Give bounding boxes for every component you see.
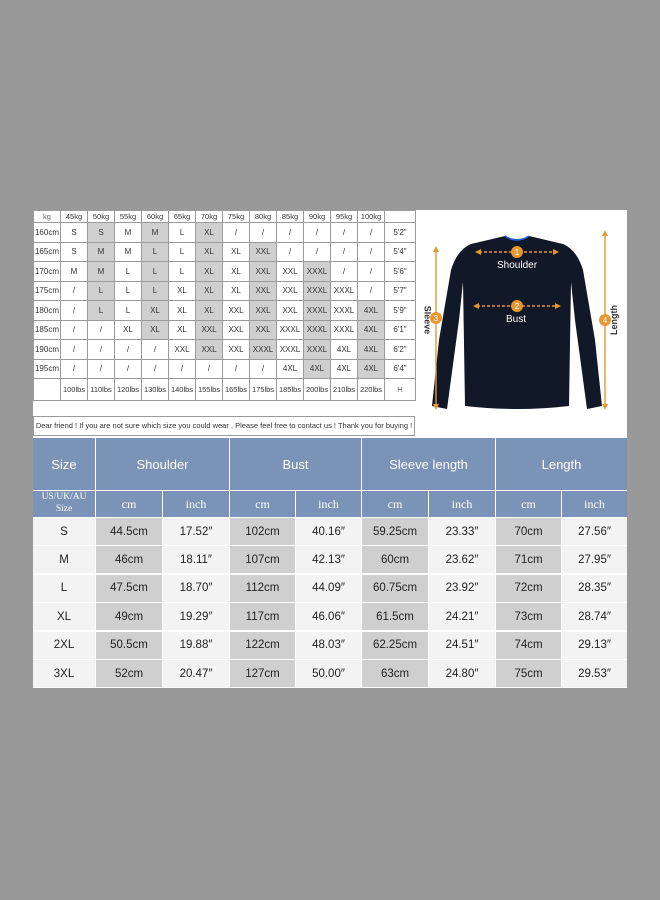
grid-size-cell: / — [169, 359, 196, 379]
grid-size-cell: XXXL — [331, 301, 358, 321]
grid-row — [34, 301, 416, 321]
grid-height-ft: 5'7" — [385, 281, 416, 301]
grid-size-cell: 4XL — [358, 359, 385, 379]
grid-lbs-4: 140lbs — [169, 379, 196, 401]
header-sleeve-length: Sleeve length — [362, 438, 495, 490]
grid-size-cell: L — [169, 223, 196, 243]
measurement-row — [33, 603, 627, 631]
grid-size-cell: 4XL — [331, 359, 358, 379]
sleeve-cm-unit: cm — [362, 491, 428, 517]
shoulder-inch-unit: inch — [163, 491, 229, 517]
grid-kg-8: 85kg — [277, 211, 304, 223]
cell-length-in: 29.13″ — [562, 632, 627, 659]
grid-height-ft: 6'1" — [385, 320, 416, 340]
cell-sleeve-in: 24.21″ — [429, 603, 495, 630]
grid-size-cell: L — [169, 262, 196, 282]
marker-1-text: 1 — [514, 248, 520, 257]
cell-length-cm: 70cm — [496, 518, 561, 545]
grid-size-cell: / — [115, 340, 142, 360]
cell-shoulder-cm: 47.5cm — [96, 575, 162, 602]
garment-diagram — [417, 210, 627, 436]
cell-bust-in: 48.03″ — [296, 632, 361, 659]
header-length: Length — [496, 438, 627, 490]
cell-size: 3XL — [33, 660, 95, 687]
length-label: Length — [609, 305, 619, 335]
cell-shoulder-cm: 52cm — [96, 660, 162, 687]
grid-size-cell: XXXL — [304, 262, 331, 282]
grid-height-ft: 5'2" — [385, 223, 416, 243]
grid-size-cell: L — [88, 281, 115, 301]
cell-length-cm: 72cm — [496, 575, 561, 602]
header-shoulder: Shoulder — [96, 438, 229, 490]
grid-corner-top: kg — [34, 211, 61, 223]
marker-4-text: 4 — [602, 316, 608, 325]
shoulder-label: Shoulder — [497, 260, 538, 271]
sleeve-label: Sleeve — [422, 305, 433, 335]
height-weight-grid — [33, 210, 415, 438]
grid-size-cell: 4XL — [358, 320, 385, 340]
grid-size-cell: XXXL — [304, 301, 331, 321]
grid-lbs-blank — [34, 379, 61, 401]
grid-size-cell: M — [88, 242, 115, 262]
bust-inch-unit: inch — [296, 491, 361, 517]
cell-shoulder-in: 19.29″ — [163, 603, 229, 630]
measurement-table — [33, 438, 627, 688]
grid-size-cell: / — [142, 359, 169, 379]
grid-height-cm: 190cm — [34, 340, 61, 360]
shoulder-cm-unit: cm — [96, 491, 162, 517]
grid-size-cell: S — [88, 223, 115, 243]
grid-lbs-10: 210lbs — [331, 379, 358, 401]
grid-size-cell: 4XL — [358, 301, 385, 321]
grid-size-cell: / — [331, 223, 358, 243]
cell-size: S — [33, 518, 95, 545]
cell-shoulder-in: 18.70″ — [163, 575, 229, 602]
grid-size-cell: XXL — [277, 281, 304, 301]
grid-size-cell: / — [61, 320, 88, 340]
grid-size-cell: / — [115, 359, 142, 379]
grid-size-cell: XXL — [223, 301, 250, 321]
grid-size-cell: / — [358, 242, 385, 262]
grid-size-cell: / — [142, 340, 169, 360]
grid-size-cell: XXXL — [331, 281, 358, 301]
grid-height-ft: 6'2" — [385, 340, 416, 360]
grid-size-cell: XXL — [223, 340, 250, 360]
grid-size-cell: XXXL — [277, 320, 304, 340]
cell-sleeve-cm: 63cm — [362, 660, 428, 687]
grid-row — [34, 223, 416, 243]
grid-row — [34, 359, 416, 379]
grid-footer-note: Dear friend ! If you are not sure which size you could wear , Please feel free to contact us ! Thank you for buying ! — [33, 416, 415, 436]
cell-bust-in: 40.16″ — [296, 518, 361, 545]
grid-size-cell: XXL — [250, 301, 277, 321]
bust-label: Bust — [506, 314, 527, 325]
grid-size-cell: / — [88, 359, 115, 379]
grid-corner-bottom: H — [385, 379, 416, 401]
grid-size-cell: / — [250, 359, 277, 379]
size-subheader: US/UK/AU Size — [33, 491, 95, 517]
cell-length-in: 27.95″ — [562, 546, 627, 573]
cell-bust-in: 42.13″ — [296, 546, 361, 573]
grid-height-cm: 175cm — [34, 281, 61, 301]
grid-size-cell: XXXL — [277, 340, 304, 360]
cell-bust-cm: 127cm — [230, 660, 295, 687]
header-size: Size — [33, 438, 95, 490]
grid-lbs-3: 130lbs — [142, 379, 169, 401]
grid-size-cell: XXL — [223, 320, 250, 340]
cell-length-in: 29.53″ — [562, 660, 627, 687]
grid-size-cell: XL — [142, 320, 169, 340]
grid-kg-10: 95kg — [331, 211, 358, 223]
grid-size-cell: M — [115, 242, 142, 262]
grid-size-cell: / — [88, 320, 115, 340]
grid-size-cell: XL — [169, 301, 196, 321]
grid-size-cell: M — [115, 223, 142, 243]
grid-kg-11: 100kg — [358, 211, 385, 223]
cell-length-cm: 71cm — [496, 546, 561, 573]
grid-size-cell: XXL — [250, 281, 277, 301]
cell-sleeve-cm: 62.25cm — [362, 632, 428, 659]
grid-height-cm: 195cm — [34, 359, 61, 379]
grid-size-cell: 4XL — [304, 359, 331, 379]
cell-sleeve-in: 23.92″ — [429, 575, 495, 602]
sleeve-inch-unit: inch — [429, 491, 495, 517]
grid-lbs-2: 120lbs — [115, 379, 142, 401]
grid-size-cell: / — [250, 223, 277, 243]
cell-size: M — [33, 546, 95, 573]
bust-cm-unit: cm — [230, 491, 295, 517]
grid-size-cell: / — [61, 359, 88, 379]
measurement-row — [33, 546, 627, 574]
grid-lbs-7: 175lbs — [250, 379, 277, 401]
grid-kg-7: 80kg — [250, 211, 277, 223]
length-arrow-top-head — [602, 230, 608, 236]
cell-shoulder-in: 19.88″ — [163, 632, 229, 659]
marker-3-text: 3 — [433, 314, 439, 323]
grid-size-cell: / — [61, 340, 88, 360]
grid-size-cell: L — [115, 301, 142, 321]
grid-row — [34, 320, 416, 340]
cell-sleeve-cm: 60.75cm — [362, 575, 428, 602]
grid-size-cell: XL — [196, 223, 223, 243]
grid-size-cell: XL — [223, 281, 250, 301]
cell-length-in: 28.35″ — [562, 575, 627, 602]
length-inch-unit: inch — [562, 491, 627, 517]
grid-size-cell: / — [61, 281, 88, 301]
grid-lbs-9: 200lbs — [304, 379, 331, 401]
grid-kg-blank — [385, 211, 416, 223]
grid-size-cell: XL — [115, 320, 142, 340]
grid-size-cell: / — [196, 359, 223, 379]
grid-kg-1: 50kg — [88, 211, 115, 223]
grid-size-cell: M — [88, 262, 115, 282]
cell-size: L — [33, 575, 95, 602]
size-grid-table — [33, 210, 416, 401]
grid-size-cell: XL — [169, 320, 196, 340]
grid-size-cell: L — [142, 262, 169, 282]
cell-sleeve-in: 24.51″ — [429, 632, 495, 659]
cell-bust-in: 44.09″ — [296, 575, 361, 602]
grid-size-cell: / — [358, 262, 385, 282]
cell-size: 2XL — [33, 632, 95, 659]
cell-length-in: 27.56″ — [562, 518, 627, 545]
grid-size-cell: XXXL — [304, 320, 331, 340]
cell-sleeve-cm: 59.25cm — [362, 518, 428, 545]
grid-size-cell: XL — [223, 262, 250, 282]
grid-height-cm: 170cm — [34, 262, 61, 282]
length-cm-unit: cm — [496, 491, 561, 517]
grid-size-cell: S — [61, 223, 88, 243]
length-arrow-bottom-head — [602, 404, 608, 410]
grid-size-cell: XL — [223, 242, 250, 262]
grid-size-cell: L — [169, 242, 196, 262]
grid-lbs-0: 100lbs — [61, 379, 88, 401]
cell-shoulder-in: 20.47″ — [163, 660, 229, 687]
grid-size-cell: / — [304, 223, 331, 243]
grid-size-cell: XXL — [250, 242, 277, 262]
grid-height-cm: 160cm — [34, 223, 61, 243]
grid-size-cell: L — [115, 262, 142, 282]
grid-size-cell: XL — [196, 262, 223, 282]
measurement-row — [33, 518, 627, 546]
measurement-row — [33, 632, 627, 660]
grid-size-cell: XL — [196, 281, 223, 301]
cell-shoulder-cm: 49cm — [96, 603, 162, 630]
grid-size-cell: XL — [169, 281, 196, 301]
grid-row — [34, 242, 416, 262]
grid-size-cell: / — [88, 340, 115, 360]
cell-shoulder-in: 18.11″ — [163, 546, 229, 573]
grid-height-cm: 185cm — [34, 320, 61, 340]
grid-size-cell: M — [142, 223, 169, 243]
cell-bust-in: 46.06″ — [296, 603, 361, 630]
cell-bust-cm: 122cm — [230, 632, 295, 659]
grid-kg-2: 55kg — [115, 211, 142, 223]
grid-size-cell: S — [61, 242, 88, 262]
grid-size-cell: M — [61, 262, 88, 282]
grid-size-cell: 4XL — [358, 340, 385, 360]
grid-size-cell: XXXL — [304, 340, 331, 360]
cell-sleeve-in: 23.62″ — [429, 546, 495, 573]
grid-size-cell: XXXL — [250, 340, 277, 360]
grid-size-cell: XXXL — [304, 281, 331, 301]
cell-sleeve-cm: 61.5cm — [362, 603, 428, 630]
grid-size-cell: / — [331, 242, 358, 262]
grid-height-ft: 6'4" — [385, 359, 416, 379]
grid-lbs-8: 185lbs — [277, 379, 304, 401]
grid-size-cell: L — [142, 242, 169, 262]
grid-height-ft: 5'6" — [385, 262, 416, 282]
sleeve-arrow-top-head — [433, 246, 439, 252]
cell-bust-cm: 117cm — [230, 603, 295, 630]
grid-lbs-5: 155lbs — [196, 379, 223, 401]
cell-sleeve-in: 23.33″ — [429, 518, 495, 545]
grid-kg-5: 70kg — [196, 211, 223, 223]
cell-bust-cm: 112cm — [230, 575, 295, 602]
cell-length-in: 28.74″ — [562, 603, 627, 630]
grid-height-ft: 5'4" — [385, 242, 416, 262]
grid-height-cm: 165cm — [34, 242, 61, 262]
grid-size-cell: / — [358, 223, 385, 243]
grid-lbs-1: 110lbs — [88, 379, 115, 401]
grid-size-cell: XXL — [250, 262, 277, 282]
grid-kg-0: 45kg — [61, 211, 88, 223]
cell-shoulder-cm: 44.5cm — [96, 518, 162, 545]
grid-row — [34, 262, 416, 282]
cell-sleeve-in: 24.80″ — [429, 660, 495, 687]
cell-bust-in: 50.00″ — [296, 660, 361, 687]
grid-height-cm: 180cm — [34, 301, 61, 321]
grid-size-cell: L — [142, 281, 169, 301]
cell-shoulder-cm: 50.5cm — [96, 632, 162, 659]
grid-size-cell: XL — [196, 301, 223, 321]
grid-row — [34, 281, 416, 301]
cell-bust-cm: 107cm — [230, 546, 295, 573]
cell-shoulder-in: 17.52″ — [163, 518, 229, 545]
grid-size-cell: XXXL — [331, 320, 358, 340]
cell-length-cm: 73cm — [496, 603, 561, 630]
grid-size-cell: 4XL — [331, 340, 358, 360]
marker-2-text: 2 — [514, 302, 520, 311]
grid-size-cell: XXL — [250, 320, 277, 340]
grid-size-cell: L — [115, 281, 142, 301]
header-bust: Bust — [230, 438, 361, 490]
cell-length-cm: 74cm — [496, 632, 561, 659]
measurement-row — [33, 660, 627, 688]
grid-kg-9: 90kg — [304, 211, 331, 223]
grid-lbs-6: 165lbs — [223, 379, 250, 401]
grid-size-cell: / — [223, 223, 250, 243]
grid-size-cell: / — [331, 262, 358, 282]
cell-length-cm: 75cm — [496, 660, 561, 687]
grid-size-cell: / — [61, 301, 88, 321]
grid-size-cell: XXL — [196, 320, 223, 340]
grid-size-cell: XXL — [169, 340, 196, 360]
size-chart-sheet — [33, 210, 627, 688]
grid-lbs-11: 220lbs — [358, 379, 385, 401]
cell-size: XL — [33, 603, 95, 630]
grid-size-cell: / — [358, 281, 385, 301]
grid-size-cell: XXL — [277, 262, 304, 282]
grid-size-cell: XL — [142, 301, 169, 321]
measurement-row — [33, 575, 627, 603]
grid-size-cell: XXL — [277, 301, 304, 321]
grid-size-cell: / — [223, 359, 250, 379]
grid-size-cell: / — [277, 242, 304, 262]
grid-size-cell: / — [277, 223, 304, 243]
grid-lbs-row — [34, 379, 416, 401]
grid-kg-3: 60kg — [142, 211, 169, 223]
grid-height-ft: 5'9" — [385, 301, 416, 321]
cell-bust-cm: 102cm — [230, 518, 295, 545]
cell-shoulder-cm: 46cm — [96, 546, 162, 573]
grid-row — [34, 340, 416, 360]
grid-size-cell: 4XL — [277, 359, 304, 379]
grid-kg-6: 75kg — [223, 211, 250, 223]
cell-sleeve-cm: 60cm — [362, 546, 428, 573]
grid-size-cell: / — [304, 242, 331, 262]
grid-size-cell: XXL — [196, 340, 223, 360]
grid-size-cell: L — [88, 301, 115, 321]
grid-kg-row — [34, 211, 416, 223]
grid-size-cell: XL — [196, 242, 223, 262]
grid-kg-4: 65kg — [169, 211, 196, 223]
